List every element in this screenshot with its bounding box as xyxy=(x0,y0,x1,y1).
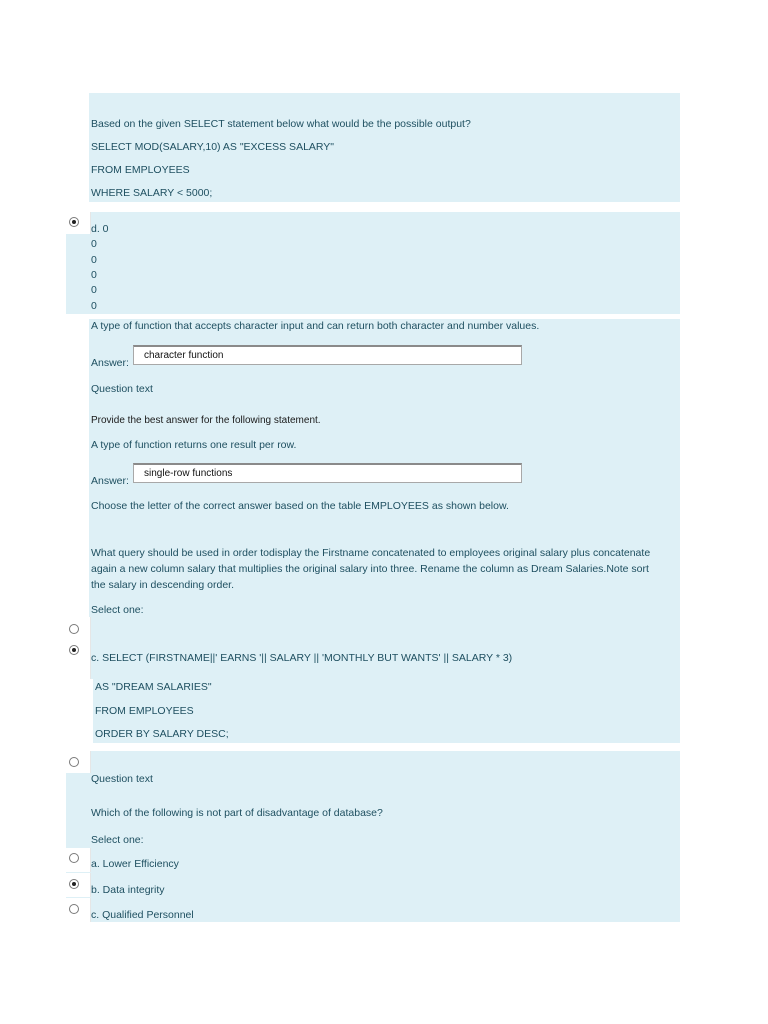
question-5-option-a: a. Lower Efficiency xyxy=(91,858,179,870)
answer-1-line: 0 xyxy=(91,238,97,250)
question-5-radio-a[interactable] xyxy=(69,853,79,863)
question-1-line: SELECT MOD(SALARY,10) AS "EXCESS SALARY" xyxy=(91,141,335,153)
answer-1-line: d. 0 xyxy=(91,223,109,235)
question-1-line: Based on the given SELECT statement below what would be the possible output? xyxy=(91,118,471,130)
answer-1-line: 0 xyxy=(91,284,97,296)
question-3-instruction: Provide the best answer for the following statement. xyxy=(91,415,321,426)
question-5-option-c: c. Qualified Personnel xyxy=(91,909,194,921)
answer-1-line: 0 xyxy=(91,300,97,312)
answer-1-block xyxy=(66,212,680,314)
question-4-select-one: Select one: xyxy=(91,604,144,616)
answer-1-line: 0 xyxy=(91,254,97,266)
question-2-answer-input[interactable]: character function xyxy=(133,345,522,365)
question-4-option-c-line: FROM EMPLOYEES xyxy=(95,705,194,717)
question-5-option-b: b. Data integrity xyxy=(91,884,165,896)
question-4-option-c-line: ORDER BY SALARY DESC; xyxy=(95,728,229,740)
question-3-answer-input[interactable]: single-row functions xyxy=(133,463,522,483)
question-4-radio-option[interactable] xyxy=(69,624,79,634)
question-5-header: Question text xyxy=(91,773,153,785)
answer-1-line: 0 xyxy=(91,269,97,281)
question-5-radio-b-selected[interactable] xyxy=(69,879,79,889)
question-4-radio-selected[interactable] xyxy=(69,645,79,655)
answer-1-radio-selected[interactable] xyxy=(69,217,79,227)
question-2-answer-label: Answer: xyxy=(91,357,129,369)
question-4-option-c-line: AS "DREAM SALARIES" xyxy=(95,681,212,693)
question-5-select-one: Select one: xyxy=(91,834,144,846)
question-3-text: A type of function returns one result per row. xyxy=(91,439,297,451)
question-3-answer-label: Answer: xyxy=(91,475,129,487)
question-5-radio-top[interactable] xyxy=(69,757,79,767)
question-5-radio-c[interactable] xyxy=(69,904,79,914)
question-4-option-c: c. SELECT (FIRSTNAME||' EARNS '|| SALARY || 'MONTHLY BUT WANTS' || SALARY * 3) xyxy=(91,652,513,664)
question-3-header: Question text xyxy=(91,383,153,395)
question-1-line: FROM EMPLOYEES xyxy=(91,164,190,176)
question-5-text: Which of the following is not part of disadvantage of database? xyxy=(91,807,383,819)
question-4-text: What query should be used in order todisplay the Firstname concatenated to employees original salary plus concatenate again a new column salary that multiplies the original salary into three. Rename the column as Dream Salaries.Note sort the salary in descending order. xyxy=(91,547,651,591)
question-4-intro: Choose the letter of the correct answer based on the table EMPLOYEES as shown below. xyxy=(91,500,509,512)
question-1-line: WHERE SALARY < 5000; xyxy=(91,187,213,199)
question-2-4-block xyxy=(89,319,680,679)
question-2-text: A type of function that accepts character input and can return both character and number values. xyxy=(91,320,540,332)
